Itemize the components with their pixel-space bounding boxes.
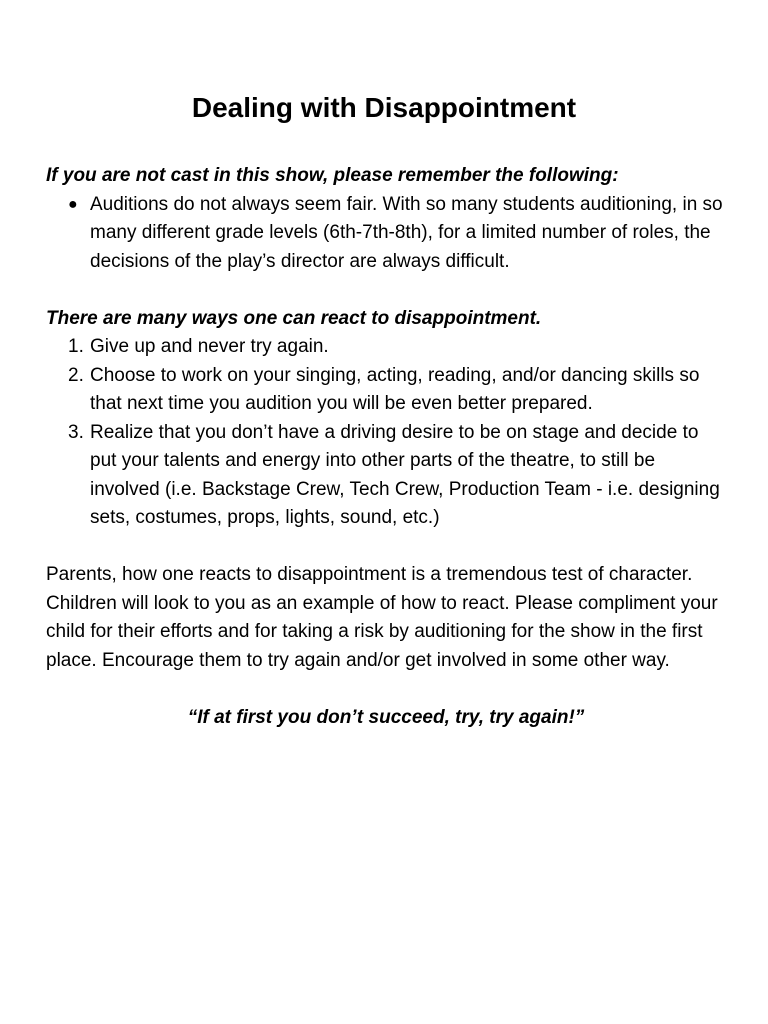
list-number: 1. <box>68 336 84 357</box>
reaction-list <box>46 333 726 533</box>
list-item <box>46 191 726 277</box>
list-item-text: Choose to work on your singing, acting, reading, and/or dancing skills so that next time you audition you will be even better prepared. <box>90 364 700 414</box>
closing-quote: “If at first you don’t succeed, try, try again!” <box>187 706 585 728</box>
page-title: Dealing with Disappointment <box>191 92 577 123</box>
list-item <box>46 419 726 533</box>
spacer <box>46 276 726 305</box>
list-item <box>46 362 726 419</box>
section-heading-not-cast: If you are not cast in this show, please remember the following: <box>46 165 619 186</box>
bullet-icon: ● <box>68 195 78 213</box>
section-heading-react: There are many ways one can react to disappointment. <box>46 307 542 329</box>
spacer <box>46 675 726 704</box>
parents-paragraph: Parents, how one reacts to disappointment is a tremendous test of character. Children will look to you as an example of how to react. Please compliment your child for their efforts and for taking a risk by auditioning for the show in the first place. Encourage them to try again and/or get involved in some other way. <box>46 564 718 671</box>
list-item <box>46 333 726 362</box>
list-item-text: Realize that you don’t have a driving desire to be on stage and decide to put your talents and energy into other parts of the theatre, to still be involved (i.e. Backstage Crew, Tech Crew, Production Team - i.e. designing sets, costumes, props, lights, sound, etc.) <box>90 421 720 528</box>
list-item-text: Give up and never try again. <box>90 336 329 357</box>
spacer <box>46 533 726 562</box>
list-item-text: Auditions do not always seem fair. With so many students auditioning, in so many different grade levels (6th-7th-8th), for a limited number of roles, the decisions of the play’s director are always difficult. <box>90 193 723 272</box>
reminder-list <box>46 191 726 277</box>
list-number: 2. <box>68 364 84 386</box>
list-number: 3. <box>68 421 84 443</box>
document-body <box>46 162 726 732</box>
